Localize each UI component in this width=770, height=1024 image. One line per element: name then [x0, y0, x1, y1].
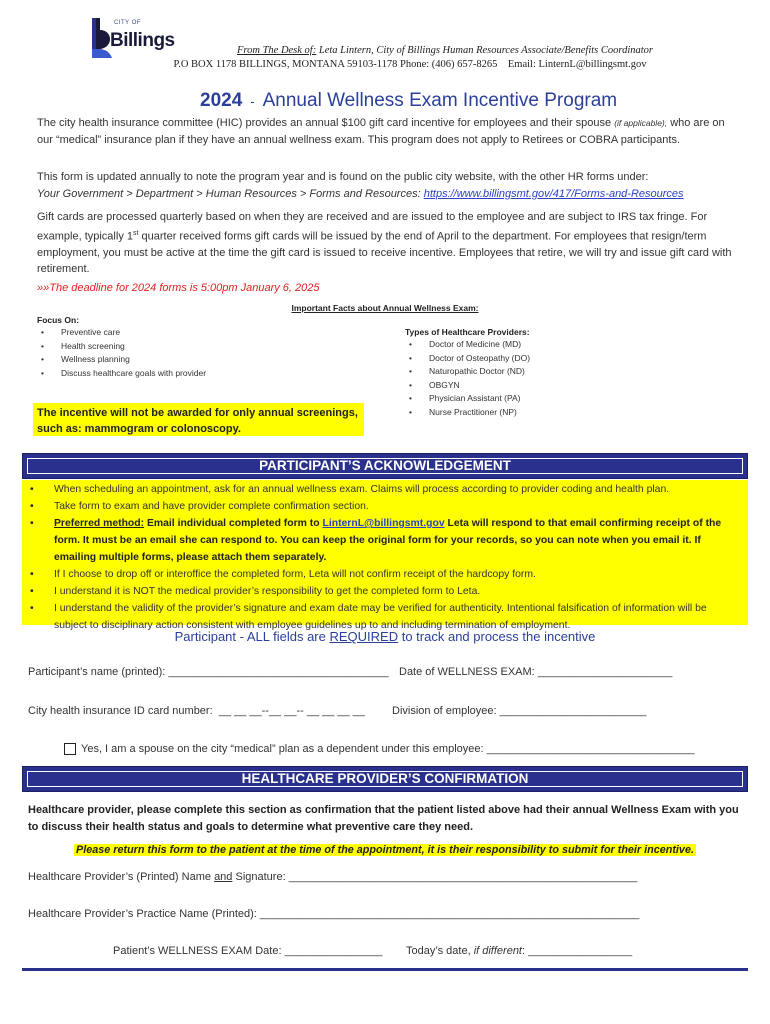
page-title — [200, 90, 617, 112]
insurance-id-blank[interactable]: __ __ __--__ __-- __ __ __ __ — [218, 705, 365, 717]
header-from-line — [0, 45, 770, 56]
provider-types-list — [405, 338, 530, 419]
spouse-employee-blank[interactable]: __________________________________ — [486, 743, 695, 755]
preferred-method-text-a: Email individual completed form to — [144, 518, 323, 529]
provider-name-blank[interactable]: _________________________________________________________ — [288, 871, 638, 883]
provider-practice-blank[interactable]: ______________________________________________________________ — [259, 908, 640, 920]
participant-heading — [0, 629, 770, 644]
preferred-method-label: Preferred method: — [54, 518, 145, 529]
participant-heading-b: to track and process the incentive — [398, 629, 596, 644]
list-item: • Physician Assistant (PA) — [405, 392, 530, 406]
header-address-line — [0, 59, 770, 70]
todays-date-field[interactable] — [406, 945, 632, 957]
provider-name-label-b: Signature: — [232, 871, 289, 883]
intro-text-b: who are on our “medical” insurance plan if they have an annual wellness exam. This program does not apply to Retirees or COBRA participants. — [37, 117, 725, 146]
list-item: • Doctor of Osteopathy (DO) — [405, 352, 530, 366]
title-year: 2024 — [200, 90, 243, 111]
spouse-checkbox[interactable] — [64, 743, 76, 755]
intro-text-a: The city health insurance committee (HIC) provides an annual $100 gift card incentive for employees and their spouse — [37, 117, 612, 129]
patient-exam-date-field[interactable] — [113, 945, 382, 957]
list-item: • Nurse Practitioner (NP) — [405, 406, 530, 420]
gift-text-b: quarter received forms gift cards will be issued by the end of April to the department. For employees that resign/term employment, you must be active at the time the gift card is issued to receive incentive. Employees that retire, we will try and issue gift card with retirement. — [37, 230, 732, 276]
list-item: • Health screening — [37, 340, 206, 354]
list-item: • Naturopathic Doctor (ND) — [405, 365, 530, 379]
location-text: This form is updated annually to note the program year and is found on the public city website, with the other HR forms under: — [37, 171, 649, 183]
list-item — [22, 515, 742, 566]
list-item: • Preventive care — [37, 326, 206, 340]
screening-warning-box — [33, 403, 364, 436]
lintern-email-link[interactable]: LinternL@billingsmt.gov — [322, 518, 445, 529]
location-path: Your Government > Department > Human Resources > Forms and Resources: — [37, 187, 421, 200]
insurance-id-label: City health insurance ID card number: — [28, 705, 213, 717]
list-item: • If I choose to drop off or interoffice the completed form, Leta will not confirm receipt of the hardcopy form. — [22, 566, 742, 583]
list-item: • Wellness planning — [37, 353, 206, 367]
form-location-paragraph — [37, 169, 743, 202]
provider-practice-field[interactable] — [28, 908, 639, 920]
wellness-exam-date-label: Date of WELLNESS EXAM: — [399, 666, 538, 678]
title-text: Annual Wellness Exam Incentive Program — [262, 90, 618, 111]
gift-text-sup: st — [133, 229, 139, 237]
bottom-divider — [22, 968, 748, 971]
header-from-prefix: From The Desk of: — [237, 45, 317, 56]
todays-date-label-italic: if different — [473, 945, 522, 957]
todays-date-label-b: : — [522, 945, 529, 957]
participant-heading-a: Participant - ALL fields are — [174, 629, 330, 644]
provider-types-title: Types of Healthcare Providers: — [405, 327, 530, 337]
warning-line-1: The incentive will not be awarded for only annual screenings, — [37, 407, 358, 419]
participant-name-field[interactable] — [28, 666, 389, 678]
preferred-method-text-b: Leta will respond to that email confirming receipt of the form. It must be an email she can respond to. You can keep the original form for your records, so you can note when you email it. If emailing multiple forms, please attach them separately. — [54, 518, 722, 563]
provider-name-label-a: Healthcare Provider’s (Printed) Name — [28, 871, 215, 883]
list-item: • When scheduling an appointment, ask for an annual wellness exam. Claims will process according to provider coding and health plan. — [22, 481, 742, 498]
focus-title: Focus On: — [37, 315, 80, 325]
forms-resources-link[interactable]: https://www.billingsmt.gov/417/Forms-and-Resources — [423, 187, 684, 200]
gift-text-a: Gift cards are processed quarterly based on when they are received and are issued to the employee and are subject to IRS tax fringe. For example, typically 1 — [37, 211, 708, 243]
division-blank[interactable]: ________________________ — [499, 705, 647, 717]
wellness-exam-date-field[interactable] — [399, 666, 672, 678]
title-dash: - — [250, 94, 255, 109]
logo-name-text: Billings — [110, 30, 175, 51]
patient-exam-date-blank[interactable]: ________________ — [284, 945, 383, 957]
header-address: P.O BOX 1178 BILLINGS, MONTANA 59103-1178 Phone: (406) 657-8265 — [173, 59, 498, 70]
acknowledgement-banner — [22, 453, 748, 479]
return-note-text: Please return this form to the patient at the time of the appointment, it is their responsibility to submit for their incentive. — [76, 844, 694, 856]
todays-date-blank[interactable]: _________________ — [528, 945, 633, 957]
provider-banner — [22, 766, 748, 792]
acknowledgement-list — [22, 481, 742, 634]
division-field[interactable] — [392, 705, 646, 717]
focus-list — [37, 326, 206, 380]
acknowledgement-title: PARTICIPANT’S ACKNOWLEDGEMENT — [259, 458, 511, 473]
provider-return-note — [0, 844, 770, 856]
provider-name-label-and: and — [214, 871, 233, 883]
participant-name-blank[interactable]: ____________________________________ — [168, 666, 389, 678]
header-from-name: Leta Lintern, City of Billings Human Resources Associate/Benefits Coordinator — [318, 45, 653, 56]
list-item: • Doctor of Medicine (MD) — [405, 338, 530, 352]
patient-exam-date-label: Patient’s WELLNESS EXAM Date: — [113, 945, 285, 957]
todays-date-label-a: Today’s date, — [406, 945, 474, 957]
facts-title: Important Facts about Annual Wellness Exam: — [291, 303, 479, 313]
insurance-id-field[interactable] — [28, 705, 365, 717]
screening-warning-text — [37, 405, 358, 437]
provider-title: HEALTHCARE PROVIDER’S CONFIRMATION — [241, 771, 529, 786]
participant-heading-required: REQUIRED — [329, 629, 399, 644]
deadline-note: »»The deadline for 2024 forms is 5:00pm January 6, 2025 — [37, 282, 320, 294]
wellness-exam-date-blank[interactable]: ______________________ — [537, 666, 673, 678]
header-email: Email: LinternL@billingsmt.gov — [507, 59, 647, 70]
logo-city-text: CITY OF — [114, 20, 142, 26]
list-item: • OBGYN — [405, 379, 530, 393]
spouse-label: Yes, I am a spouse on the city “medical” plan as a dependent under this employee: — [81, 743, 487, 755]
list-item: • Take form to exam and have provider complete confirmation section. — [22, 498, 742, 515]
spouse-field — [81, 743, 695, 755]
provider-name-signature-field[interactable] — [28, 871, 637, 883]
gift-card-paragraph — [37, 209, 743, 278]
intro-paragraph — [37, 115, 743, 148]
participant-name-label: Participant’s name (printed): — [28, 666, 169, 678]
intro-text-small: (if applicable), — [614, 118, 668, 128]
division-label: Division of employee: — [392, 705, 500, 717]
list-item: • I understand it is NOT the medical provider’s responsibility to get the completed form to Leta. — [22, 583, 742, 600]
provider-practice-label: Healthcare Provider’s Practice Name (Printed): — [28, 908, 260, 920]
list-item: • Discuss healthcare goals with provider — [37, 367, 206, 381]
warning-line-2: such as: mammogram or colonoscopy. — [37, 423, 241, 435]
provider-instruction: Healthcare provider, please complete this section as confirmation that the patient listed above had their annual Wellness Exam with you to discuss their health status and goals to determine what preventive care they need. — [28, 804, 739, 833]
list-item: • I understand the validity of the provider’s signature and exam date may be verified for authenticity. Intentional falsification of information will be subject to disciplinary action consistent with employee guidelines up to and including termination of employment. — [22, 600, 742, 634]
